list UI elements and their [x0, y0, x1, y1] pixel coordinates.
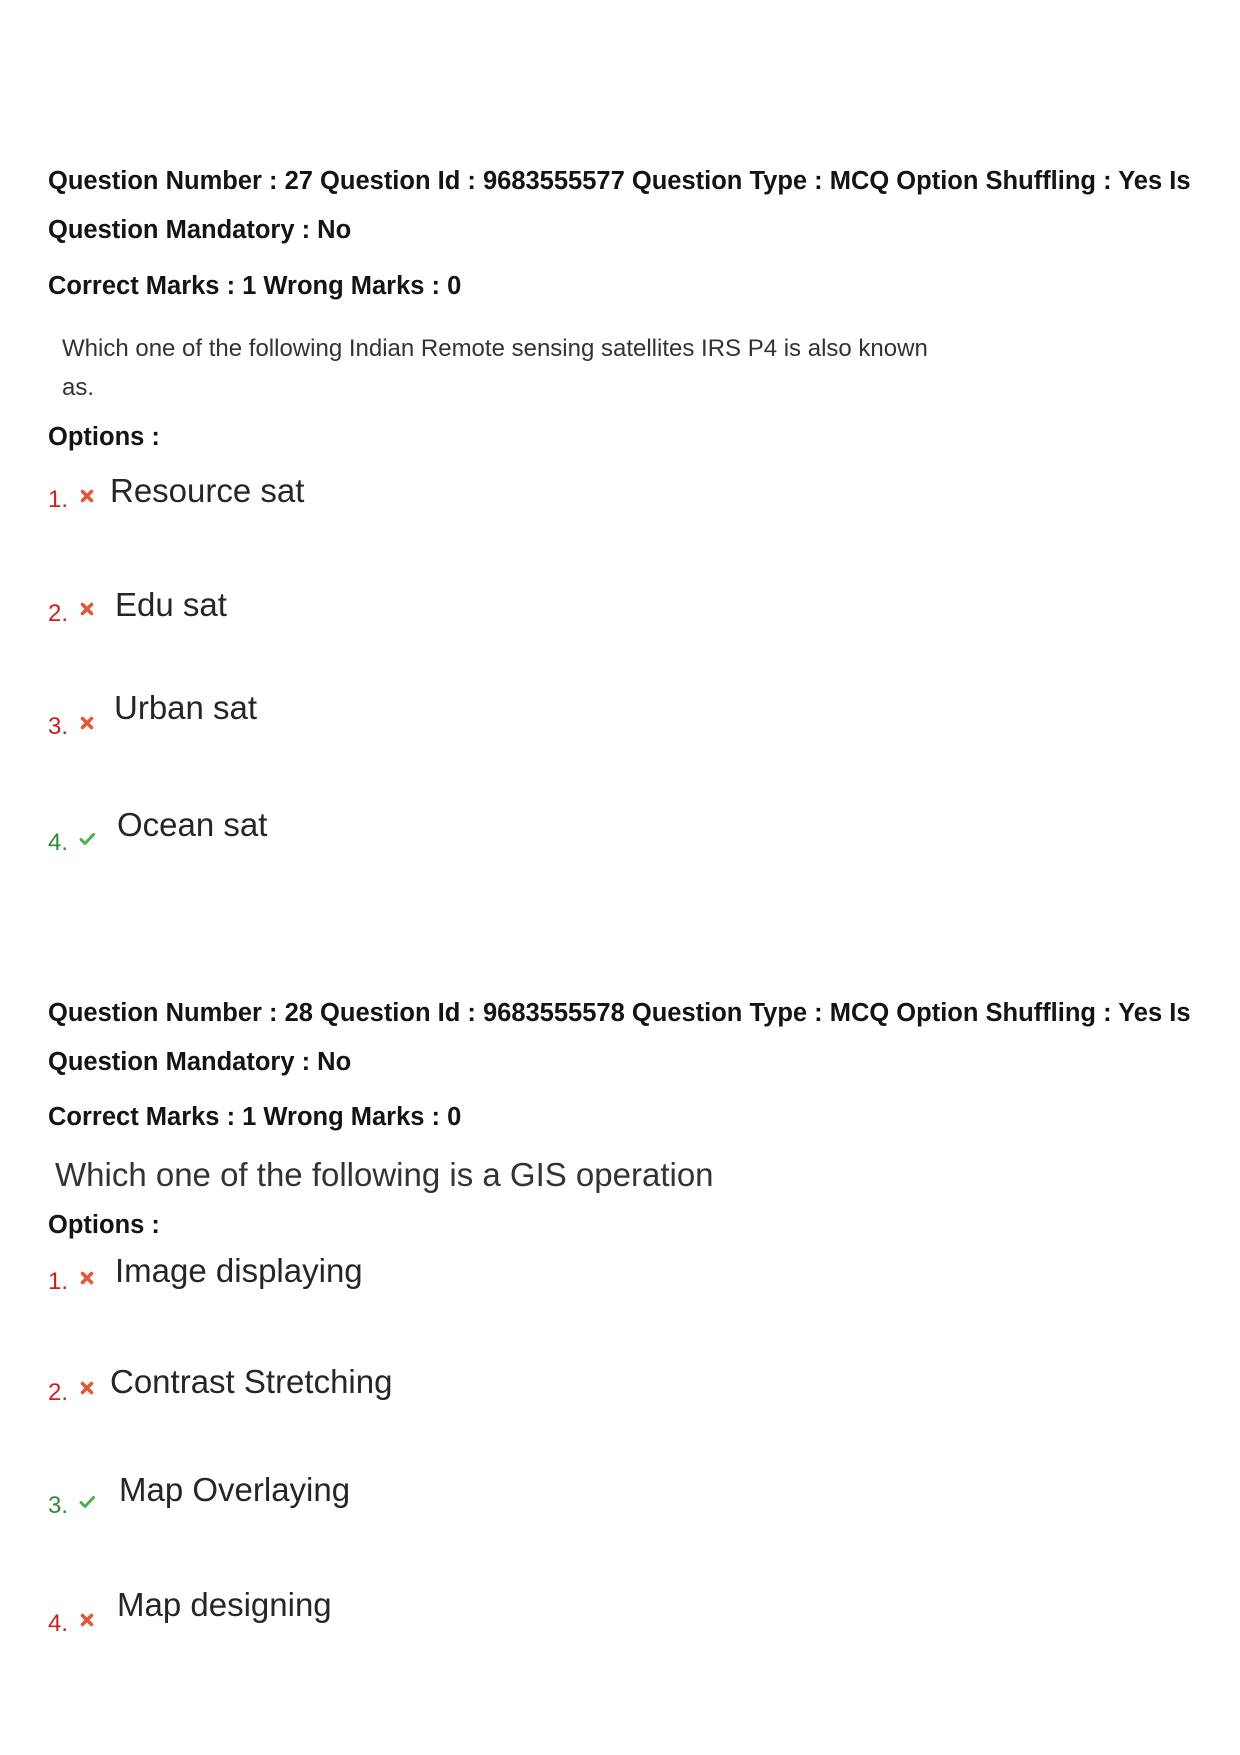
option-number: 4.	[48, 1610, 69, 1637]
question-text: Which one of the following Indian Remote sensing satellites IRS P4 is also known as.	[62, 335, 928, 401]
option-number: 1.	[48, 1268, 69, 1295]
cross-icon	[79, 601, 95, 617]
option-text: Map Overlaying	[119, 1471, 351, 1508]
option-row	[0, 585, 1240, 633]
cross-icon	[79, 1380, 95, 1396]
option-row	[0, 1362, 1240, 1410]
option-row	[0, 1585, 1240, 1637]
option-number: 1.	[48, 486, 69, 513]
option-text: Resource sat	[110, 472, 305, 509]
option-row	[0, 1470, 1240, 1518]
option-text: Urban sat	[114, 689, 258, 726]
option-text: Ocean sat	[117, 806, 268, 843]
question-header: Question Number : 28 Question Id : 9683555578 Question Type : MCQ Option Shuffling : Yes Is	[48, 999, 1191, 1027]
cross-icon	[79, 1612, 95, 1628]
options-label: Options :	[48, 1211, 160, 1239]
cross-icon	[79, 715, 95, 731]
option-row	[0, 688, 1240, 740]
cross-icon	[79, 1270, 95, 1286]
check-icon	[79, 1494, 95, 1510]
question-marks: Correct Marks : 1 Wrong Marks : 0	[48, 272, 462, 300]
option-row	[0, 471, 1240, 519]
option-row	[0, 805, 1240, 856]
option-number: 3.	[48, 713, 69, 740]
question-header: Question Number : 27 Question Id : 9683555577 Question Type : MCQ Option Shuffling : Yes Is	[48, 167, 1191, 195]
option-text: Contrast Stretching	[110, 1363, 393, 1400]
option-row	[0, 1251, 1240, 1299]
option-number: 2.	[48, 1379, 69, 1406]
question-mandatory: Question Mandatory : No	[48, 216, 352, 244]
option-text: Image displaying	[115, 1252, 363, 1289]
check-icon	[79, 831, 95, 847]
option-number: 2.	[48, 600, 69, 627]
option-number: 4.	[48, 829, 69, 856]
option-text: Edu sat	[115, 586, 227, 623]
question-marks: Correct Marks : 1 Wrong Marks : 0	[48, 1103, 462, 1131]
options-label: Options :	[48, 423, 160, 451]
option-number: 3.	[48, 1492, 69, 1519]
question-text: Which one of the following is a GIS operation	[55, 1156, 714, 1193]
question-mandatory: Question Mandatory : No	[48, 1048, 352, 1076]
option-text: Map designing	[117, 1586, 332, 1623]
cross-icon	[79, 488, 95, 504]
